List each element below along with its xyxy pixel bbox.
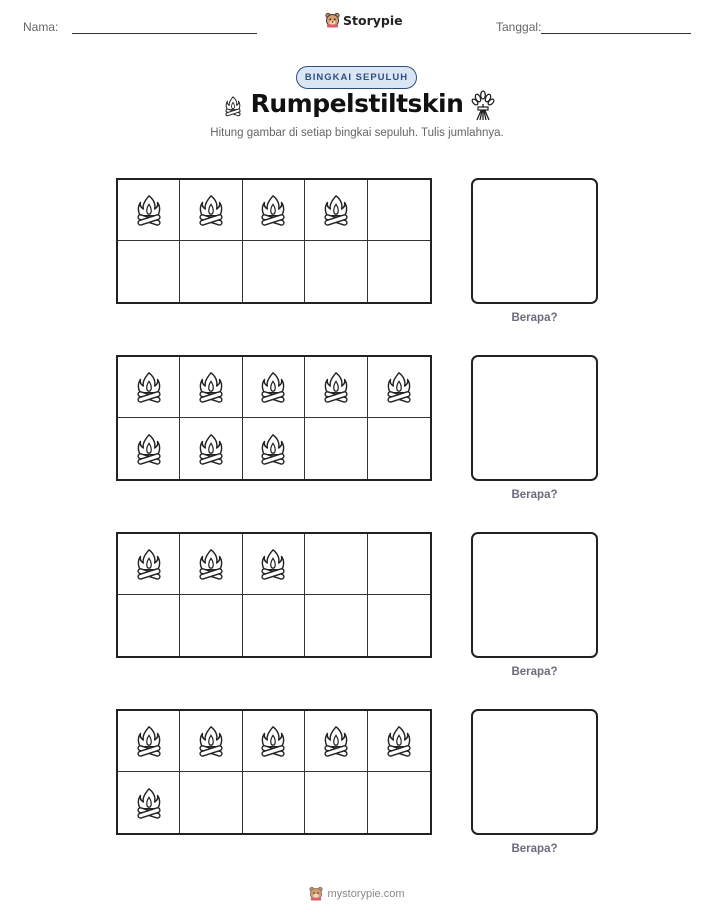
campfire-icon [194,721,228,761]
date-label: Tanggal: [496,20,542,34]
frame-cell [368,180,430,241]
answer-box-4[interactable] [471,709,598,835]
bear-mascot-icon [325,12,340,28]
frame-cell [243,357,305,418]
campfire-icon [256,721,290,761]
campfire-icon [319,721,353,761]
frame-cell [368,711,430,772]
frame-cell [180,772,242,833]
campfire-icon [194,367,228,407]
wheat-sheaf-icon [471,90,495,122]
answer-prompt-4: Berapa? [511,843,558,855]
campfire-icon [132,367,166,407]
frame-cell [368,241,430,302]
name-line[interactable] [72,33,257,34]
frame-cell [305,772,367,833]
campfire-icon [256,429,290,469]
answer-box-1[interactable] [471,178,598,304]
answer-box-3[interactable] [471,532,598,658]
frame-cell [305,418,367,479]
ten-frame-4 [116,709,432,835]
frame-cell [368,534,430,595]
brand-name: Storypie [343,12,403,28]
answer-box-2[interactable] [471,355,598,481]
frame-cell [305,534,367,595]
date-line[interactable] [541,33,691,34]
page-title: Rumpelstiltskin [250,89,464,118]
campfire-icon [132,190,166,230]
campfire-icon [132,783,166,823]
frame-cell [243,595,305,656]
frame-cell [243,711,305,772]
frame-cell [243,241,305,302]
frame-cell [180,357,242,418]
footer [0,886,714,901]
campfire-icon [319,367,353,407]
ten-frame-1 [116,178,432,304]
campfire-icon [194,190,228,230]
worksheet-type-badge: BINGKAI SEPULUH [296,66,417,89]
frame-cell [305,595,367,656]
campfire-icon [382,721,416,761]
frame-cell [180,241,242,302]
campfire-icon [256,544,290,584]
frame-cell [118,180,180,241]
frame-cell [305,241,367,302]
brand-logo [325,12,403,28]
frame-cell [118,357,180,418]
campfire-icon [132,429,166,469]
campfire-icon [256,190,290,230]
frame-cell [243,772,305,833]
footer-url: mystorypie.com [327,887,405,900]
frame-cell [305,357,367,418]
frame-cell [368,357,430,418]
frame-cell [118,711,180,772]
campfire-icon [194,544,228,584]
frame-cell [243,534,305,595]
frame-cell [243,180,305,241]
campfire-icon [382,367,416,407]
name-label: Nama: [23,20,59,34]
frame-cell [118,534,180,595]
answer-prompt-2: Berapa? [511,489,558,501]
frame-cell [118,595,180,656]
frame-cell [368,772,430,833]
campfire-icon [132,721,166,761]
frame-cell [118,241,180,302]
frame-cell [118,418,180,479]
frame-cell [305,180,367,241]
campfire-icon [256,367,290,407]
answer-prompt-1: Berapa? [511,312,558,324]
frame-cell [180,418,242,479]
frame-cell [180,711,242,772]
ten-frame-3 [116,532,432,658]
frame-cell [180,534,242,595]
frame-cell [305,711,367,772]
instructions: Hitung gambar di setiap bingkai sepuluh. Tulis jumlahnya. [210,127,504,139]
bear-mascot-icon [309,886,323,901]
campfire-icon [132,544,166,584]
answer-prompt-3: Berapa? [511,666,558,678]
frame-cell [180,595,242,656]
frame-cell [368,595,430,656]
campfire-icon [194,429,228,469]
frame-cell [368,418,430,479]
frame-cell [243,418,305,479]
frame-cell [180,180,242,241]
ten-frame-2 [116,355,432,481]
frame-cell [118,772,180,833]
campfire-icon [319,190,353,230]
